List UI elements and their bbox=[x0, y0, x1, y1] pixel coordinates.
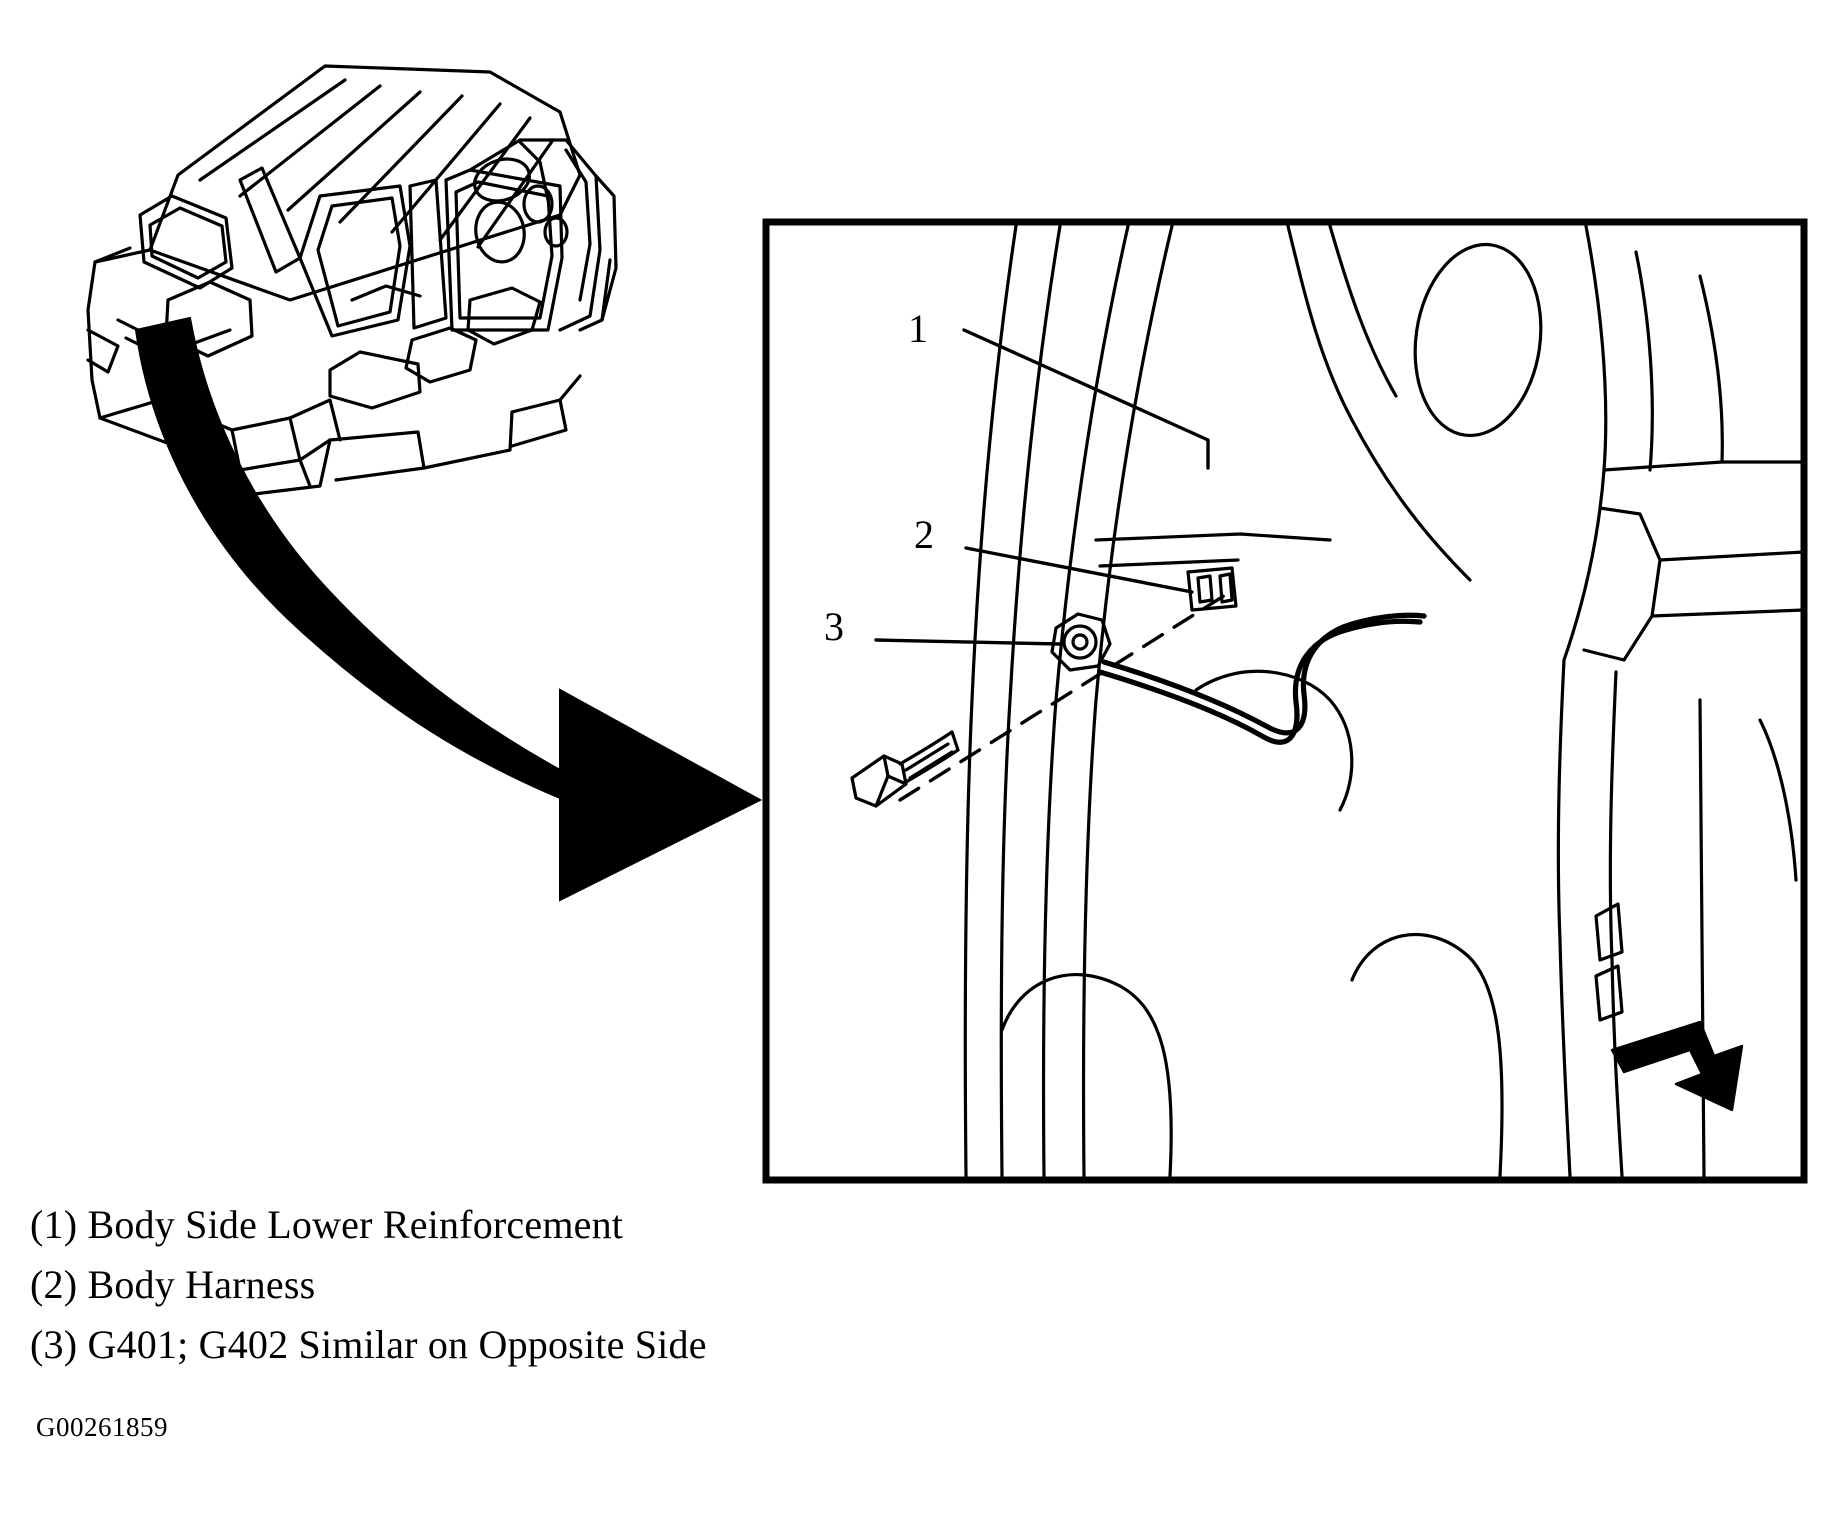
callout-number-2: 2 bbox=[914, 512, 934, 557]
legend-item-2: (2) Body Harness bbox=[30, 1262, 316, 1307]
callout-number-3: 3 bbox=[824, 604, 844, 649]
callout-number-1: 1 bbox=[908, 306, 928, 351]
detail-view-panel-frame bbox=[766, 222, 1804, 1180]
figure-id-code: G00261859 bbox=[36, 1412, 168, 1442]
pointer-arrow bbox=[136, 318, 760, 900]
legend-list bbox=[30, 1195, 1130, 1375]
legend-item-3: (3) G401; G402 Similar on Opposite Side bbox=[30, 1322, 707, 1367]
legend-item-1: (1) Body Side Lower Reinforcement bbox=[30, 1202, 624, 1247]
